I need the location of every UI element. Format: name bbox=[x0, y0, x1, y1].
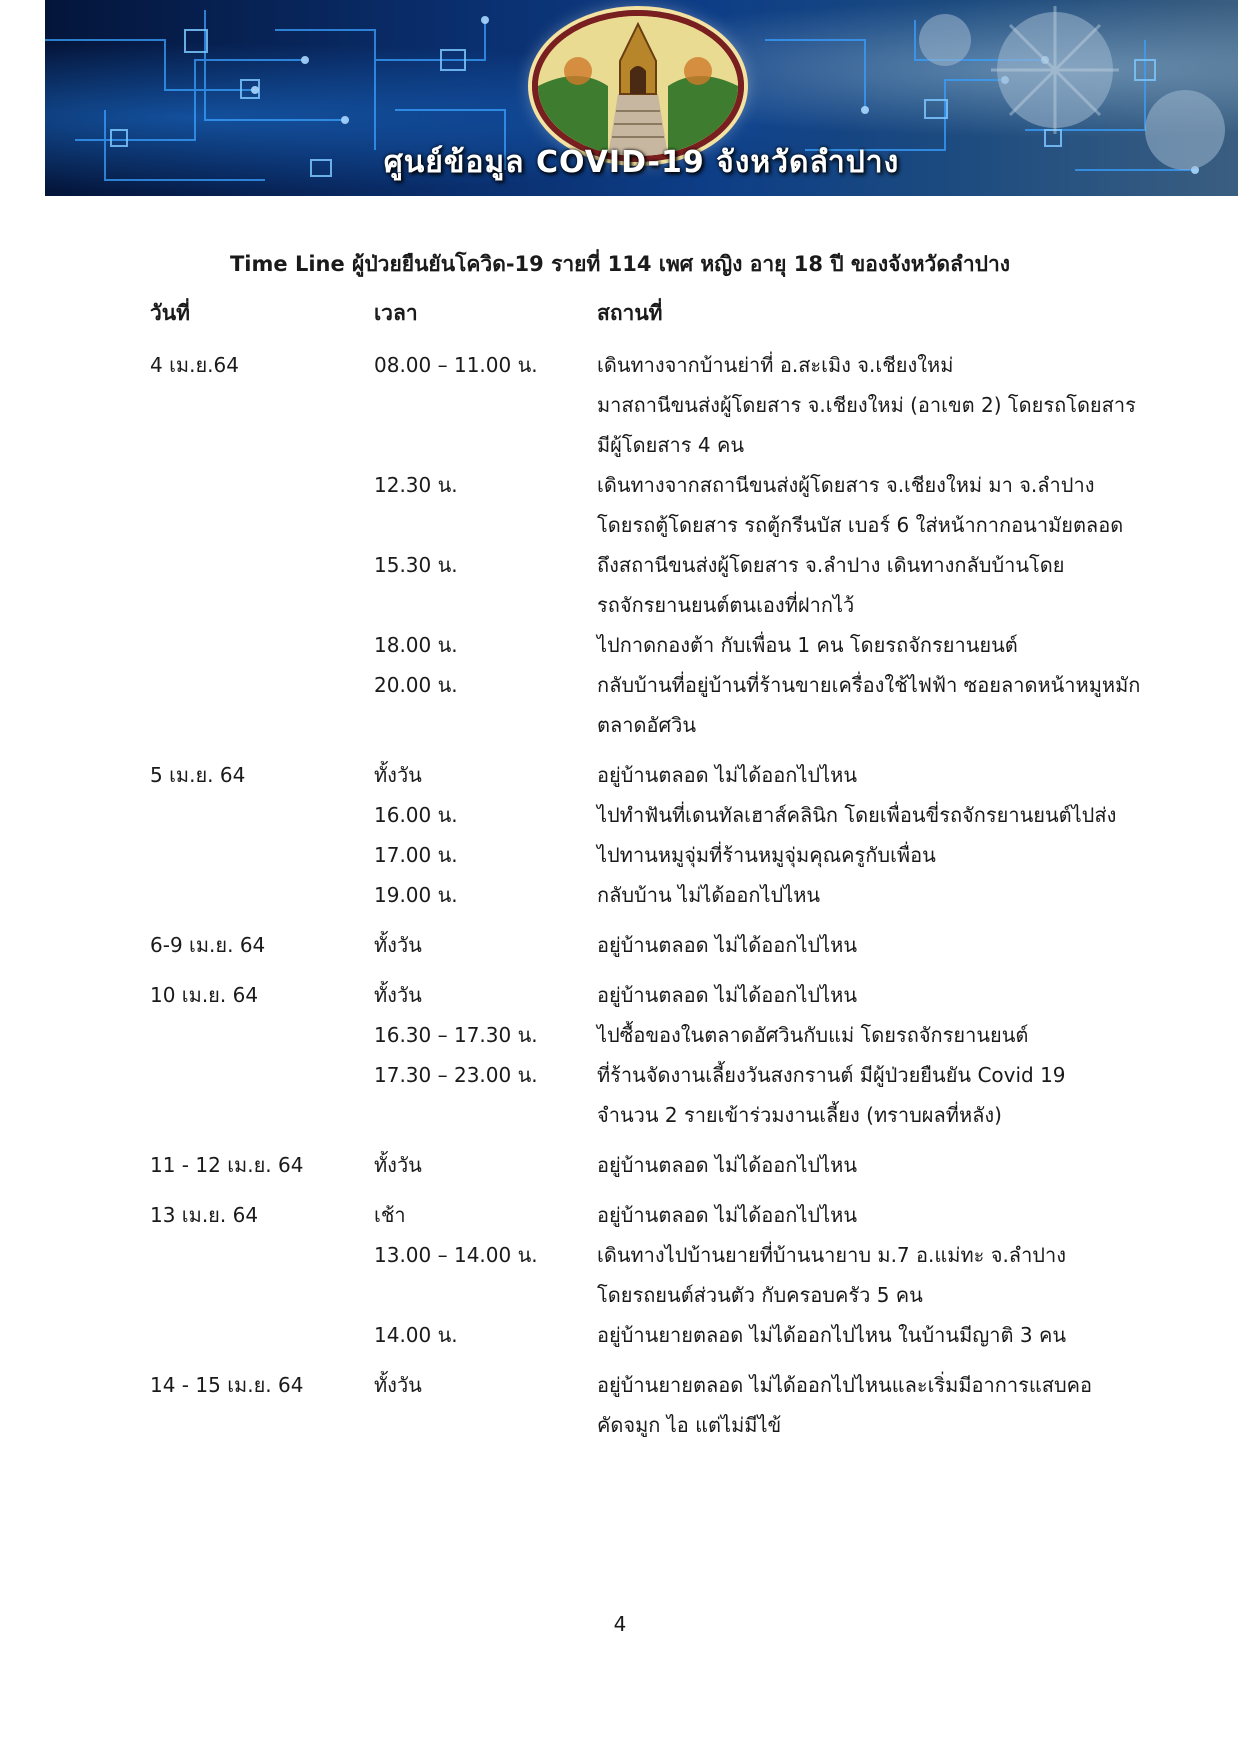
timeline-entry bbox=[0, 465, 1240, 545]
timeline-entry bbox=[0, 345, 1240, 465]
entry-place bbox=[597, 875, 1197, 915]
entry-time: 14.00 น. bbox=[374, 1323, 458, 1347]
timeline-entry bbox=[0, 1195, 1240, 1235]
timeline-day bbox=[0, 1365, 1240, 1445]
timeline-day bbox=[0, 925, 1240, 965]
entry-place-line: โดยรถยนต์ส่วนตัว กับครอบครัว 5 คน bbox=[597, 1283, 923, 1307]
header-time: เวลา bbox=[374, 301, 418, 325]
timeline-entry bbox=[0, 975, 1240, 1015]
entry-place bbox=[597, 1015, 1197, 1055]
entry-place bbox=[597, 925, 1197, 965]
timeline-entry bbox=[0, 1315, 1240, 1355]
entry-place-line: ไปกาดกองต้า กับเพื่อน 1 คน โดยรถจักรยานยนต์ bbox=[597, 633, 1018, 657]
entry-time: ทั้งวัน bbox=[374, 933, 422, 957]
timeline-entry bbox=[0, 875, 1240, 915]
entry-place-line: อยู่บ้านตลอด ไม่ได้ออกไปไหน bbox=[597, 763, 858, 787]
banner-title: ศูนย์ข้อมูล COVID-19 จังหวัดลำปาง bbox=[383, 145, 900, 180]
entry-place-line: เดินทางไปบ้านยายที่บ้านนายาบ ม.7 อ.แม่ทะ จ.ลำปาง bbox=[597, 1243, 1066, 1267]
entry-place-line: อยู่บ้านตลอด ไม่ได้ออกไปไหน bbox=[597, 983, 858, 1007]
entry-place-line: ตลาดอัศวิน bbox=[597, 713, 697, 737]
day-date: 6-9 เม.ย. 64 bbox=[150, 933, 266, 957]
entry-place-line: อยู่บ้านตลอด ไม่ได้ออกไปไหน bbox=[597, 1153, 858, 1177]
entry-place bbox=[597, 345, 1197, 465]
entry-place bbox=[597, 1315, 1197, 1355]
entry-time: ทั้งวัน bbox=[374, 983, 422, 1007]
timeline-table bbox=[0, 345, 1240, 1455]
entry-place bbox=[597, 545, 1197, 625]
day-date: 10 เม.ย. 64 bbox=[150, 983, 259, 1007]
timeline-entry bbox=[0, 665, 1240, 745]
entry-place-line: อยู่บ้านตลอด ไม่ได้ออกไปไหน bbox=[597, 933, 858, 957]
entry-place-line: กลับบ้านที่อยู่บ้านที่ร้านขายเครื่องใช้ไฟฟ้า ซอยลาดหน้าหมูหมัก bbox=[597, 673, 1141, 697]
column-headers bbox=[0, 297, 1240, 329]
entry-place bbox=[597, 755, 1197, 795]
entry-place bbox=[597, 975, 1197, 1015]
entry-place bbox=[597, 665, 1197, 745]
entry-time: ทั้งวัน bbox=[374, 763, 422, 787]
entry-time: 18.00 น. bbox=[374, 633, 458, 657]
day-date: 14 - 15 เม.ย. 64 bbox=[150, 1373, 304, 1397]
header-banner bbox=[45, 0, 1238, 196]
entry-place bbox=[597, 835, 1197, 875]
timeline-day bbox=[0, 975, 1240, 1135]
entry-time: 17.00 น. bbox=[374, 843, 458, 867]
timeline-day bbox=[0, 345, 1240, 745]
entry-place bbox=[597, 1055, 1197, 1135]
day-date: 11 - 12 เม.ย. 64 bbox=[150, 1153, 304, 1177]
entry-place bbox=[597, 1195, 1197, 1235]
entry-place bbox=[597, 1235, 1197, 1315]
entry-place-line: อยู่บ้านตลอด ไม่ได้ออกไปไหน bbox=[597, 1203, 858, 1227]
entry-place-line: ถึงสถานีขนส่งผู้โดยสาร จ.ลำปาง เดินทางกลับบ้านโดย bbox=[597, 553, 1065, 577]
timeline-entry bbox=[0, 1235, 1240, 1315]
entry-place-line: ไปทานหมูจุ่มที่ร้านหมูจุ่มคุณครูกับเพื่อน bbox=[597, 843, 936, 867]
entry-place bbox=[597, 795, 1197, 835]
entry-place bbox=[597, 625, 1197, 665]
entry-place bbox=[597, 1365, 1197, 1445]
document-title: Time Line ผู้ป่วยยืนยันโควิด-19 รายที่ 114 เพศ หญิง อายุ 18 ปี ของจังหวัดลำปาง bbox=[229, 252, 1011, 276]
header-place: สถานที่ bbox=[597, 301, 663, 325]
entry-time: ทั้งวัน bbox=[374, 1373, 422, 1397]
entry-time: ทั้งวัน bbox=[374, 1153, 422, 1177]
timeline-entry bbox=[0, 1015, 1240, 1055]
entry-place-line: มาสถานีขนส่งผู้โดยสาร จ.เชียงใหม่ (อาเขต 2) โดยรถโดยสาร bbox=[597, 393, 1136, 417]
entry-place-line: อยู่บ้านยายตลอด ไม่ได้ออกไปไหน ในบ้านมีญาติ 3 คน bbox=[597, 1323, 1067, 1347]
entry-time: 16.00 น. bbox=[374, 803, 458, 827]
timeline-entry bbox=[0, 1365, 1240, 1445]
timeline-entry bbox=[0, 1055, 1240, 1135]
entry-time: 16.30 – 17.30 น. bbox=[374, 1023, 538, 1047]
entry-place-line: ที่ร้านจัดงานเลี้ยงวันสงกรานต์ มีผู้ป่วยยืนยัน Covid 19 bbox=[597, 1063, 1066, 1087]
entry-place-line: ไปทำฟันที่เดนทัลเฮาส์คลินิก โดยเพื่อนขี่รถจักรยานยนต์ไปส่ง bbox=[597, 803, 1117, 827]
entry-place-line: อยู่บ้านยายตลอด ไม่ได้ออกไปไหนและเริ่มมีอาการแสบคอ bbox=[597, 1373, 1093, 1397]
entry-time: 17.30 – 23.00 น. bbox=[374, 1063, 538, 1087]
entry-time: 13.00 – 14.00 น. bbox=[374, 1243, 538, 1267]
timeline-entry bbox=[0, 625, 1240, 665]
timeline-entry bbox=[0, 755, 1240, 795]
entry-place bbox=[597, 465, 1197, 545]
day-date: 4 เม.ย.64 bbox=[150, 353, 239, 377]
day-date: 13 เม.ย. 64 bbox=[150, 1203, 259, 1227]
entry-time: 15.30 น. bbox=[374, 553, 458, 577]
entry-place-line: มีผู้โดยสาร 4 คน bbox=[597, 433, 745, 457]
timeline-day bbox=[0, 1195, 1240, 1355]
timeline-entry bbox=[0, 795, 1240, 835]
timeline-day bbox=[0, 1145, 1240, 1185]
entry-time: 19.00 น. bbox=[374, 883, 458, 907]
entry-place-line: รถจักรยานยนต์ตนเองที่ฝากไว้ bbox=[597, 593, 855, 617]
entry-place bbox=[597, 1145, 1197, 1185]
timeline-entry bbox=[0, 925, 1240, 965]
entry-place-line: กลับบ้าน ไม่ได้ออกไปไหน bbox=[597, 883, 821, 907]
entry-place-line: เดินทางจากสถานีขนส่งผู้โดยสาร จ.เชียงใหม่ มา จ.ลำปาง bbox=[597, 473, 1095, 497]
entry-time: 20.00 น. bbox=[374, 673, 458, 697]
timeline-day bbox=[0, 755, 1240, 915]
entry-place-line: โดยรถตู้โดยสาร รถตู้กรีนบัส เบอร์ 6 ใส่หน้ากากอนามัยตลอด bbox=[597, 513, 1124, 537]
entry-time: เช้า bbox=[374, 1203, 406, 1227]
entry-time: 08.00 – 11.00 น. bbox=[374, 353, 538, 377]
timeline-entry bbox=[0, 545, 1240, 625]
entry-place-line: คัดจมูก ไอ แต่ไม่มีไข้ bbox=[597, 1413, 782, 1437]
header-date: วันที่ bbox=[150, 301, 190, 325]
entry-place-line: จำนวน 2 รายเข้าร่วมงานเลี้ยง (ทราบผลที่หลัง) bbox=[597, 1103, 1002, 1127]
entry-place-line: เดินทางจากบ้านย่าที่ อ.สะเมิง จ.เชียงใหม่ bbox=[597, 353, 954, 377]
entry-time: 12.30 น. bbox=[374, 473, 458, 497]
timeline-entry bbox=[0, 835, 1240, 875]
timeline-entry bbox=[0, 1145, 1240, 1185]
page-number: 4 bbox=[613, 1612, 627, 1636]
entry-place-line: ไปซื้อของในตลาดอัศวินกับแม่ โดยรถจักรยานยนต์ bbox=[597, 1023, 1029, 1047]
day-date: 5 เม.ย. 64 bbox=[150, 763, 246, 787]
